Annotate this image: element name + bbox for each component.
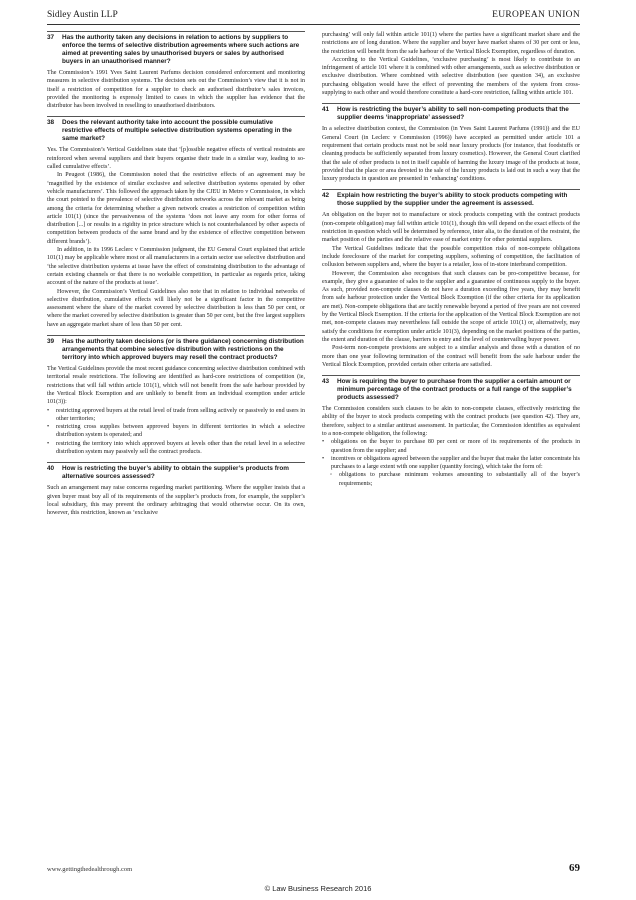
paragraph: An obligation on the buyer not to manufacture or stock products competing with the contract products (non-compete obligation) may fall within article 101(1), though this will depend on the exact effects of the restriction in question which will be determined by reference, inter alia, to the duration of the restraint, the market position of the parties and the relative ease of market entry for other potential suppliers. [322, 212, 580, 244]
paragraph: In a selective distribution context, the Commission (in Yves Saint Laurent Parfums (1991)) and the EU General Court (in Leclerc v Commission (1996)) have accepted as permitted under article 101 a requirement that certain products must not be sold near luxury products (for instance, that foodstuffs or cleaning products be sufficiently separated from luxury cosmetics). However, the General Court clarified that the sale of other products is not in itself capable of harming the luxury image of the products at issue, provided that the place or area devoted to the sale of the luxury products is laid out in such a way that the luxury products in question are presented in ‘enhancing’ conditions. [322, 126, 580, 183]
list-item: • incentives or obligations agreed between the supplier and the buyer that make the latter concentrate his purchases to a large extent with one supplier (quantity forcing), which take the form of: [322, 455, 580, 472]
list-item: • restricting cross supplies between approved buyers in different territories in which a selective distribution system is operated; and [47, 423, 305, 440]
list-item: • restricting approved buyers at the retail level of trade from selling actively or passively to end users in other territories; [47, 407, 305, 424]
question-40 [47, 462, 305, 517]
list-item: • obligations on the buyer to purchase 80 per cent or more of its requirements of the products in question from the supplier; and [322, 438, 580, 455]
paragraph: However, the Commission’s Vertical Guidelines also note that in relation to individual networks of selective distribution, cumulative effects will likely not be a significant factor in the competitive assessment where the share of the market covered by selective distribution is less than 50 per cent, or where the market covered by selective distribution is greater than 50 per cent, but the five largest suppliers have an aggregate market share of less than 50 per cent. [47, 288, 305, 328]
paragraph: Such an arrangement may raise concerns regarding market partitioning. Where the supplier insists that a given buyer must buy all of its requirements of the supplier’s products from, for example, the supplier’s local subsidiary, this may prevent the ordinary arbitraging that would otherwise occur. On its own, however, this restriction, known as ‘exclusive [47, 485, 305, 517]
question-43 [322, 375, 580, 488]
paragraph: In addition, in its 1996 Leclerc v Commission judgment, the EU General Court explained that article 101(1) may be applicable where most or all manufacturers in a certain sector use selective distribution and ‘the selective distribution systems at issue have the effect of constraining distribution to the advantage of certain existing channels or that there is no workable competition, in particular as regards price, taking account of the nature of the products at issue’. [47, 247, 305, 287]
list-item: • restricting the territory into which approved buyers at levels other than the retail level in a selective distribution system may passively sell the contract products. [47, 440, 305, 457]
footer-url[interactable]: www.gettingthedealthrough.com [47, 866, 133, 873]
paragraph: In Peugeot (1986), the Commission noted that the restrictive effects of an agreement may be ‘magnified by the existence of similar exclusive and selective distribution systems operated by other vehicle manufacturers’. This followed the approach taken by the CJEU in Metro v Commission, in which the court pointed to the prevalence of selective distribution networks across the relevant market as being among the criteria for determining whether a given network creates a restriction of competition within article 101(1) (since the pervasiveness of the systems ‘does not leave any room for other forms of distribution [...] or results in a rigidity in price structure which is not counterbalanced by other aspects of competition between products of the same brand and by the existence of effective competition between different brands’). [47, 172, 305, 245]
paragraph: Post-term non-compete provisions are subject to a similar analysis and those with a duration of no more than one year following termination of the contract will benefit from the safe harbour under the Vertical Block Exemption, provided certain other criteria are satisfied. [322, 345, 580, 368]
paragraph: The Commission considers such clauses to be akin to non-compete clauses, effectively restricting the ability of the buyer to stock products competing with the contract products (see question 42). They are, therefore, subject to a similar antitrust assessment. In particular, the Commission identifies as equivalent to a non-compete obligation, the following: [322, 406, 580, 437]
bullet-list [322, 438, 580, 471]
copyright-notice: © Law Business Research 2016 [264, 884, 372, 893]
paragraph: The Commission’s 1991 Yves Saint Laurent Parfums decision considered enforcement and monitoring measures in selective distribution systems. The decision sets out the Commission’s view that it is not in itself a restriction of competition for a supplier to check an authorised distributor’s sales invoices, provided the monitoring is expressly limited to cases in which the supplier has evidence that the distributor has been involved in reselling to unauthorised distributors. [47, 70, 305, 110]
question-heading: 38 Does the relevant authority take into account the possible cumulative restrictive effects of multiple selective distribution systems operating in the same market? [47, 119, 292, 143]
question-41 [322, 103, 580, 183]
jurisdiction-title: EUROPEAN UNION [492, 10, 580, 20]
header-rule [47, 24, 580, 25]
firm-name: Sidley Austin LLP [47, 10, 118, 20]
paragraph: Yes. The Commission’s Vertical Guidelines state that ‘[p]ossible negative effects of vertical restraints are reinforced when several suppliers and their buyers organise their trade in a similar way, leading to so-called cumulative effects’. [47, 147, 305, 171]
question-37 [47, 31, 305, 110]
paragraph: According to the Vertical Guidelines, ‘exclusive purchasing’ is most likely to contribute to an infringement of article 101 where it is combined with other arrangements, such as selective distribution or exclusive distribution. Where combined with selective distribution (see question 34), an exclusive purchasing obligation would have the effect of preventing the members of the system from cross-supplying to each other and would therefore constitute a hard-core restriction, falling within article 101. [322, 56, 580, 97]
question-heading: 37 Has the authority taken any decisions in relation to actions by suppliers to enforce the terms of selective distribution agreements where such actions are aimed at preventing sales by unauthorised buyers or sales by authorised buyers in an unauthorised manner? [47, 34, 300, 65]
question-39 [47, 335, 305, 456]
question-heading: 42 Explain how restricting the buyer’s ability to stock products competing with those supplied by the supplier under the agreement is assessed. [322, 192, 568, 208]
question-heading: 41 How is restricting the buyer’s ability to sell non-competing products that the supplier deems ‘inappropriate’ assessed? [322, 106, 569, 122]
paragraph: purchasing’ will only fall within article 101(1) where the parties have a significant market share and the restrictions are of long duration. Where the supplier and buyer have market shares of 30 per cent or less, the restriction will benefit from the safe harbour of the Vertical Block Exemption, regardless of duration. [322, 32, 580, 55]
question-42 [322, 189, 580, 369]
list-item: ◦ obligations to purchase minimum volumes amounting to substantially all of the buyer’s requirements; [322, 471, 580, 488]
sub-bullet-list [322, 471, 580, 488]
question-38 [47, 116, 305, 329]
question-heading: 39 Has the authority taken decisions (or is there guidance) concerning distribution arrangements that combine selective distribution with restrictions on the territory into which approved buyers may resell the contract products? [47, 338, 304, 362]
question-heading: 40 How is restricting the buyer’s ability to obtain the supplier’s products from alternative sources assessed? [47, 465, 289, 481]
left-column [47, 31, 305, 517]
right-column [322, 31, 580, 488]
paragraph: The Vertical Guidelines indicate that the possible competition risks of non-compete obligations include foreclosure of the market for competing suppliers, softening of competition, the facilitation of collusion between suppliers and, where the buyer is a retailer, loss of in-store interbrand competition. [322, 245, 580, 269]
page-number: 69 [569, 862, 580, 874]
bullet-list [47, 407, 305, 457]
paragraph: The Vertical Guidelines provide the most recent guidance concerning selective distribution combined with territorial resale restrictions. The following are identified as hard-core restrictions of competition (ie, restrictions that will fall within article 101(1), which will not benefit from the safe harbour provided by the Vertical Block Exemption and are unlikely to benefit from an individual exemption under article 101(3)): [47, 366, 305, 406]
question-heading: 43 How is requiring the buyer to purchase from the supplier a certain amount or minimum percentage of the contract products or a full range of the supplier’s products assessed? [322, 378, 572, 402]
paragraph: However, the Commission also recognises that such clauses can be pro-competitive because, for example, they give a guarantee of sales to the supplier and a guarantee of continuous supply to the buyer. As such, provided non-compete clauses do not have a duration exceeding five years, they may benefit from safe harbour protection under the Vertical Block Exemption (if the other criteria for its application are met). Non-compete obligations that are tacitly renewable beyond a period of five years are not covered by the Vertical Block Exemption. If the criteria for the application of the Vertical Block Exemption are not met, non-compete clauses may nevertheless fall outside the scope of article 101(1) or, alternatively, may satisfy the conditions for exemption under article 101(3), depending on the market positions of the parties, the extent and duration of the clause, barriers to entry and the level of countervailing buyer power. [322, 270, 580, 343]
